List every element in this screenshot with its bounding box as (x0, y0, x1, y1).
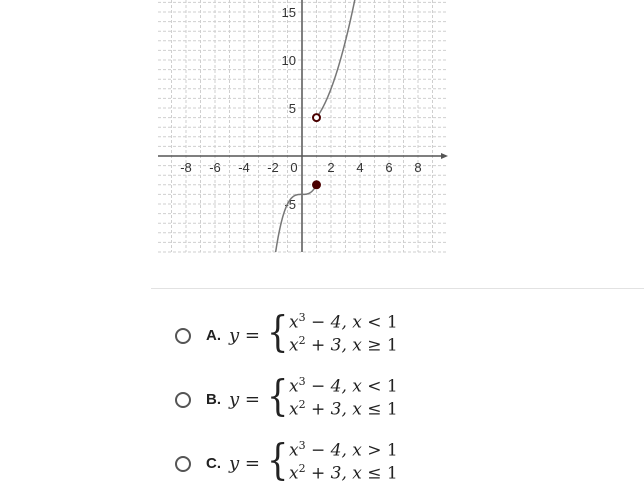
x-tick-label: -6 (209, 160, 221, 175)
x-tick-label: -4 (238, 160, 250, 175)
x-tick-label: -8 (180, 160, 192, 175)
radio-button-b[interactable] (175, 392, 191, 408)
piecewise-equation (229, 435, 589, 490)
x-tick-label: 6 (385, 160, 393, 175)
piecewise-equation (229, 371, 589, 426)
y-tick-label: -5 (284, 197, 296, 212)
case-top: $x^3 - 4$, x < 1 (289, 375, 398, 397)
y-tick-label: 5 (288, 101, 296, 116)
equation-lhs: y = (229, 453, 260, 474)
series-quadratic (317, 0, 358, 118)
choice-c[interactable] (174, 435, 594, 490)
choice-letter: B. (206, 391, 221, 408)
case-bottom: $x^2 + 3$, x ≤ 1 (289, 398, 398, 420)
case-top: $x^3 - 4$, x > 1 (289, 439, 398, 461)
y-tick-label: 10 (281, 53, 296, 68)
x-tick-label: 8 (414, 160, 422, 175)
x-tick-label: 0 (290, 160, 298, 175)
piecewise-equation (229, 307, 589, 362)
x-tick-label: 4 (356, 160, 364, 175)
choice-letter: C. (206, 455, 221, 472)
y-tick-label: 15 (281, 5, 296, 20)
equation-lhs: y = (229, 389, 260, 410)
brace-icon: { (267, 307, 289, 356)
x-tick-label: -2 (267, 160, 279, 175)
choice-a[interactable] (174, 307, 594, 362)
open-point (313, 114, 320, 121)
divider (151, 288, 644, 289)
x-axis-arrow (441, 153, 448, 159)
case-bottom: $x^2 + 3$, x ≥ 1 (289, 334, 398, 356)
case-bottom: $x^2 + 3$, x ≤ 1 (289, 462, 398, 484)
equation-lhs: y = (229, 325, 260, 346)
brace-icon: { (267, 371, 289, 420)
case-top: $x^3 - 4$, x < 1 (289, 311, 398, 333)
x-tick-label: 2 (327, 160, 335, 175)
radio-button-c[interactable] (175, 456, 191, 472)
choice-letter: A. (206, 327, 221, 344)
brace-icon: { (267, 435, 289, 484)
radio-button-a[interactable] (175, 328, 191, 344)
choice-b[interactable] (174, 371, 594, 426)
closed-point (313, 181, 321, 189)
